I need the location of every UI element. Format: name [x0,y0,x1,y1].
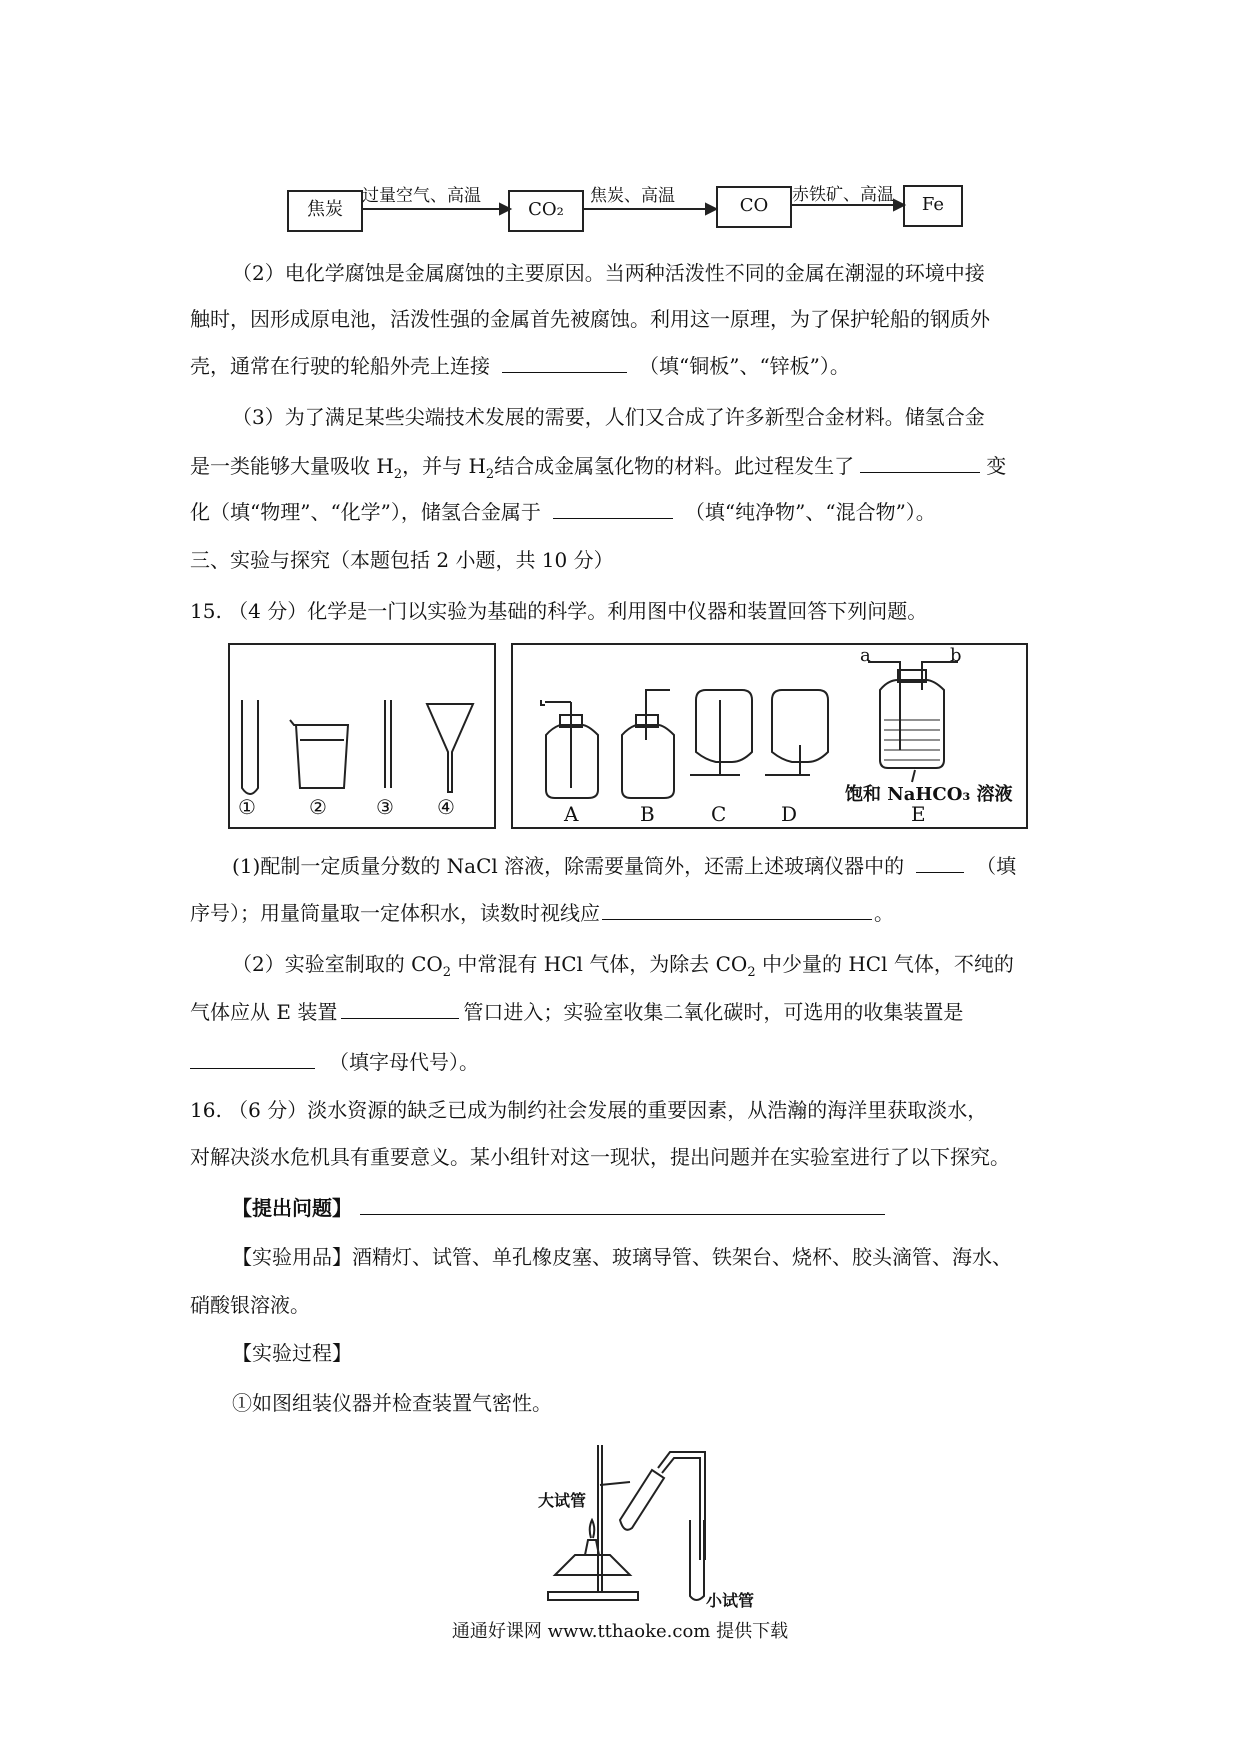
flow-box-co2: CO₂ [508,190,584,232]
q14-p2-line1: （2）电化学腐蚀是金属腐蚀的主要原因。当两种活泼性不同的金属在潮湿的环境中接 [232,261,985,285]
label-b: b [950,645,962,666]
q15-p2-text-f: （填字母代号）。 [329,1050,479,1074]
q16-step1: ①如图组装仪器并检查装置气密性。 [232,1391,552,1415]
q15-p2-text-c: 中少量的 HCl 气体，不纯的 [755,952,1014,976]
subscript: 2 [442,965,452,980]
q15-p2-text-b: 中常混有 HCl 气体，为除去 CO [451,952,748,976]
subscript: 2 [485,467,495,482]
page-footer: 通通好课网 www.tthaoke.com 提供下载 [451,1621,789,1642]
label-4: ④ [437,795,455,819]
label-2: ② [309,795,327,819]
flow-arrow-label-2: 焦炭、高温 [590,186,675,206]
q14-p3-text-e: 化（填“物理”、“化学”），储氢合金属于 [190,500,541,524]
q16-materials-line1: 【实验用品】酒精灯、试管、单孔橡皮塞、玻璃导管、铁架台、烧杯、胶头滴管、海水、 [232,1245,1012,1269]
label-3: ③ [376,795,394,819]
label-C: C [711,802,727,826]
q16-stem-line2: 对解决淡水危机具有重要意义。某小组针对这一现状，提出问题并在实验室进行了以下探究。 [190,1145,1010,1169]
flow-arrow-label-1: 过量空气、高温 [362,186,481,206]
q15-p1-text-c: 序号）；用量筒量取一定体积水，读数时视线应 [190,901,600,925]
q16-ask-label: 【提出问题】 [232,1196,352,1220]
flow-box-coke: 焦炭 [287,190,363,232]
label-A: A [564,802,579,826]
q14-p2-text-b: （填“铜板”、“锌板”）。 [639,354,850,378]
q14-p2-line2: 触时，因形成原电池，活泼性强的金属首先被腐蚀。利用这一原理，为了保护轮船的钢质外 [190,307,990,331]
q15-stem: 15. （4 分）化学是一门以实验为基础的科学。利用图中仪器和装置回答下列问题。 [190,599,928,623]
flow-box-fe: Fe [903,185,963,227]
q14-p3-text-a: 是一类能够大量吸收 H [190,454,394,478]
q15-p1-text-b: （填 [976,854,1017,878]
section-heading: 三、实验与探究（本题包括 2 小题，共 10 分） [190,548,614,572]
q14-p3-text-f: （填“纯净物”、“混合物”）。 [684,500,936,524]
label-big-tube: 大试管 [538,1491,587,1510]
subscript: 2 [393,467,403,482]
q14-p3-text-b: ，并与 H [402,454,486,478]
q16-materials-line2: 硝酸银溶液。 [190,1293,310,1317]
q14-p2-text-a: 壳，通常在行驶的轮船外壳上连接 [190,354,490,378]
q15-p1-text-a: (1)配制一定质量分数的 NaCl 溶液，除需要量筒外，还需上述玻璃仪器中的 [232,854,905,878]
flow-arrow-label-3: 赤铁矿、高温 [792,185,894,205]
flow-box-co: CO [716,186,792,228]
q14-p3-line1: （3）为了满足某些尖端技术发展的需要，人们又合成了许多新型合金材料。储氢合金 [232,405,985,429]
label-nahco3-solution: 饱和 NaHCO₃ 溶液 [845,784,1013,805]
label-a: a [860,645,871,666]
q14-p3-text-c: 结合成金属氢化物的材料。此过程发生了 [494,454,855,478]
q15-p2-text-e: 管口进入；实验室收集二氧化碳时，可选用的收集装置是 [463,1000,964,1024]
subscript: 2 [747,965,756,980]
q14-p3-text-d: 变 [986,454,1007,478]
label-1: ① [238,795,256,819]
q16-stem-line1: 16. （6 分）淡水资源的缺乏已成为制约社会发展的重要因素，从浩瀚的海洋里获取淡水， [190,1098,988,1122]
label-B: B [640,802,655,826]
q15-p2-text-a: （2）实验室制取的 CO [232,952,443,976]
q15-p2-text-d: 气体应从 E 装置 [190,1000,338,1024]
q15-p1-text-d: 。 [874,901,894,925]
label-D: D [781,802,798,826]
label-E: E [911,802,926,826]
label-small-tube: 小试管 [706,1591,755,1610]
q16-process-label: 【实验过程】 [232,1341,352,1365]
